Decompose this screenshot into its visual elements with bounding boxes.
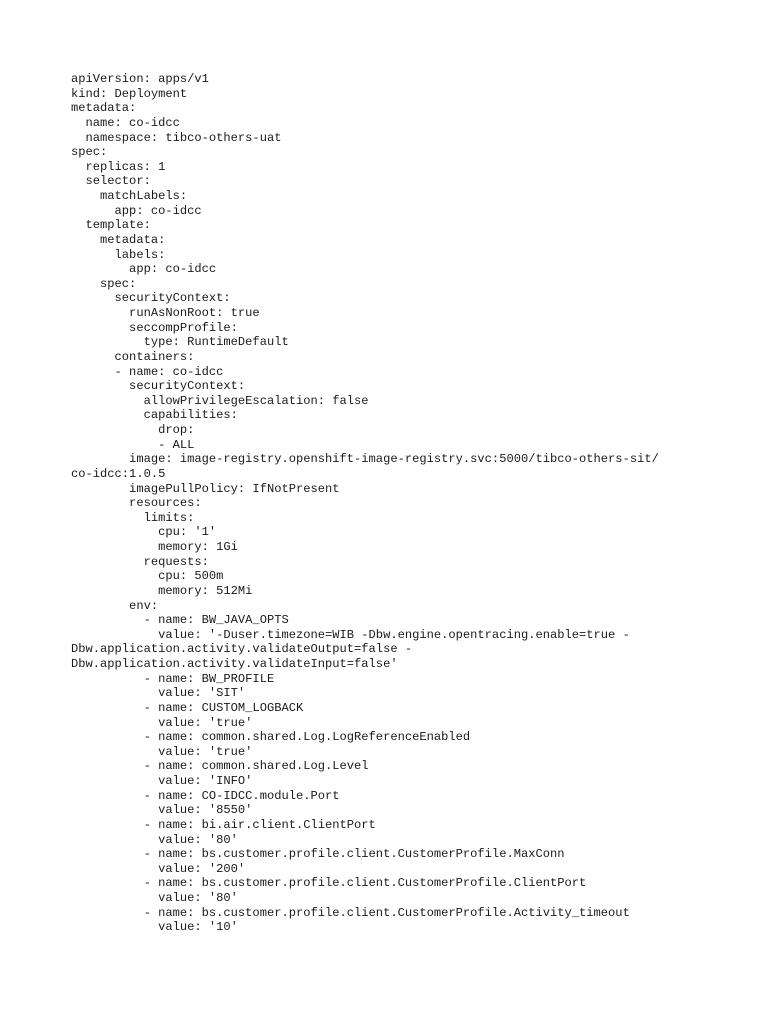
- code-line: value: '10': [71, 920, 238, 935]
- code-line: allowPrivilegeEscalation: false: [71, 393, 369, 408]
- code-line: - name: common.shared.Log.Level: [71, 759, 369, 774]
- code-line: imagePullPolicy: IfNotPresent: [71, 481, 340, 496]
- code-line: Dbw.application.activity.validateOutput=false -: [71, 642, 413, 657]
- code-line: metadata:: [71, 101, 137, 116]
- code-line: requests:: [71, 554, 209, 569]
- code-line: replicas: 1: [71, 159, 166, 174]
- code-line: cpu: '1': [71, 525, 217, 540]
- code-line: - name: co-idcc: [71, 364, 224, 379]
- code-line: value: '80': [71, 891, 238, 905]
- code-line: securityContext:: [71, 291, 231, 306]
- code-line: - name: bs.customer.profile.client.CustomerProfile.MaxConn: [71, 847, 565, 862]
- code-line: runAsNonRoot: true: [71, 306, 260, 320]
- code-line: limits:: [71, 510, 195, 525]
- code-line: kind: Deployment: [71, 86, 188, 101]
- code-line: - name: BW_JAVA_OPTS: [71, 613, 289, 628]
- code-line: - name: bs.customer.profile.client.CustomerProfile.Activity_timeout: [71, 905, 630, 920]
- code-line: drop:: [71, 423, 195, 437]
- code-line: - name: common.shared.Log.LogReferenceEnabled: [71, 730, 471, 745]
- code-line: - name: BW_PROFILE: [71, 671, 275, 686]
- code-line: value: '-Duser.timezone=WIB -Dbw.engine.opentracing.enable=true -: [71, 627, 630, 642]
- code-line: - name: CO-IDCC.module.Port: [71, 788, 340, 803]
- code-line: memory: 1Gi: [71, 540, 238, 554]
- code-line: app: co-idcc: [71, 203, 202, 218]
- code-line: apiVersion: apps/v1: [71, 72, 209, 86]
- code-line: memory: 512Mi: [71, 583, 253, 598]
- code-line: - name: CUSTOM_LOGBACK: [71, 700, 304, 715]
- code-line: value: '8550': [71, 803, 253, 818]
- code-line: co-idcc:1.0.5: [71, 466, 166, 481]
- code-line: image: image-registry.openshift-image-registry.svc:5000/tibco-others-sit/: [71, 452, 659, 467]
- code-line: value: '200': [71, 861, 246, 876]
- yaml-code-block: [71, 72, 751, 935]
- code-line: - name: bi.air.client.ClientPort: [71, 817, 376, 832]
- code-line: - name: bs.customer.profile.client.CustomerProfile.ClientPort: [71, 876, 587, 891]
- code-line: spec:: [71, 145, 108, 160]
- code-line: type: RuntimeDefault: [71, 335, 289, 350]
- code-line: capabilities:: [71, 408, 238, 423]
- code-line: cpu: 500m: [71, 569, 224, 584]
- code-line: Dbw.application.activity.validateInput=false': [71, 657, 398, 671]
- code-line: value: 'true': [71, 744, 253, 759]
- code-line: value: 'true': [71, 715, 253, 730]
- code-line: seccompProfile:: [71, 320, 238, 335]
- code-line: value: 'SIT': [71, 686, 246, 701]
- code-line: value: 'INFO': [71, 774, 253, 788]
- code-line: env:: [71, 598, 159, 613]
- code-line: labels:: [71, 247, 166, 262]
- code-line: spec:: [71, 276, 137, 291]
- code-line: matchLabels:: [71, 189, 188, 203]
- code-line: name: co-idcc: [71, 115, 180, 130]
- code-line: namespace: tibco-others-uat: [71, 130, 282, 145]
- code-line: template:: [71, 218, 151, 233]
- code-line: securityContext:: [71, 379, 246, 394]
- code-line: - ALL: [71, 437, 195, 452]
- code-line: value: '80': [71, 832, 238, 847]
- code-line: app: co-idcc: [71, 262, 217, 277]
- code-line: resources:: [71, 496, 202, 511]
- code-line: containers:: [71, 349, 195, 364]
- code-line: selector:: [71, 174, 151, 189]
- code-line: metadata:: [71, 232, 166, 247]
